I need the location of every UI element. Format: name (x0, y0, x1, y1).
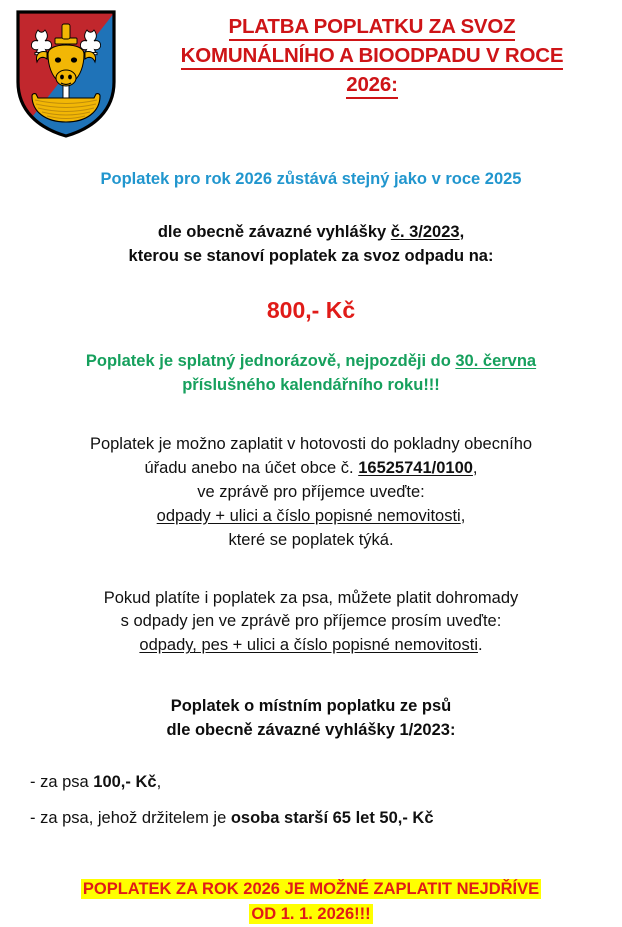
dog-fee-heading (12, 695, 610, 743)
decree-reference (12, 221, 610, 269)
title-line-2: KOMUNÁLNÍHO A BIOODPADU V ROCE (132, 41, 612, 70)
final-notice (12, 877, 610, 927)
payment-line-3: ve zprávě pro příjemce uveďte: (197, 482, 425, 501)
combined-line-3: odpady, pes + ulici a číslo popisné nemovitosti. (139, 636, 483, 655)
decree-line-1: dle obecně závazné vyhlášky č. 3/2023, (157, 222, 465, 241)
payment-line-4: odpady + ulici a číslo popisné nemovitosti, (156, 506, 466, 525)
final-notice-line-1: POPLATEK ZA ROK 2026 JE MOŽNÉ ZAPLATIT NEJDŘÍVE (82, 880, 540, 899)
decree-number: č. 3/2023 (390, 222, 460, 241)
dog-fee-amount-standard: 100,- Kč (93, 773, 157, 792)
document-header (0, 0, 622, 150)
page-title (132, 12, 612, 99)
dog-fee-heading-line-1: Poplatek o místním poplatku ze psů (170, 697, 452, 716)
decree-line-2: kterou se stanoví poplatek za svoz odpadu na: (128, 246, 494, 265)
due-date: 30. června (455, 352, 537, 371)
payment-line-1: Poplatek je možno zaplatit v hotovosti do pokladny obecního (89, 434, 533, 453)
dog-fee-amount-senior: osoba starší 65 let 50,- Kč (230, 809, 434, 828)
due-date-notice (12, 350, 610, 398)
payment-message-format: odpady + ulici a číslo popisné nemovitosti (156, 506, 461, 525)
combined-line-2: s odpady jen ve zprávě pro příjemce prosím uveďte: (120, 612, 502, 631)
due-line-1: Poplatek je splatný jednorázově, nejpozději do 30. června (85, 352, 537, 371)
document-body (0, 168, 622, 927)
title-line-3: 2026: (132, 70, 612, 99)
dog-fee-item-2: - za psa, jehož držitelem je osoba starší 65 let 50,- Kč (30, 809, 434, 828)
payment-line-5: které se poplatek týká. (228, 530, 394, 549)
combined-line-1: Pokud platíte i poplatek za psa, můžete platit dohromady (103, 588, 519, 607)
fee-amount: 800,- Kč (266, 296, 356, 323)
combined-message-format: odpady, pes + ulici a číslo popisné nemovitosti (139, 636, 478, 655)
dog-fee-item (12, 771, 610, 795)
dog-fee-item (12, 807, 610, 831)
bank-account-number: 16525741/0100 (358, 458, 473, 477)
title-line-1: PLATBA POPLATKU ZA SVOZ (132, 12, 612, 41)
final-notice-line-2: OD 1. 1. 2026!!! (251, 904, 371, 923)
due-line-2: příslušného kalendářního roku!!! (182, 376, 440, 395)
dog-fee-heading-line-2: dle obecně závazné vyhlášky 1/2023: (166, 721, 456, 740)
intro-notice: Poplatek pro rok 2026 zůstává stejný jako v roce 2025 (100, 170, 522, 188)
payment-line-2: úřadu anebo na účet obce č. 16525741/0100, (144, 458, 478, 477)
combined-payment-notice (12, 587, 610, 659)
payment-methods (12, 433, 610, 553)
coat-of-arms (14, 8, 118, 140)
dog-fee-item-1: - za psa 100,- Kč, (30, 773, 162, 792)
